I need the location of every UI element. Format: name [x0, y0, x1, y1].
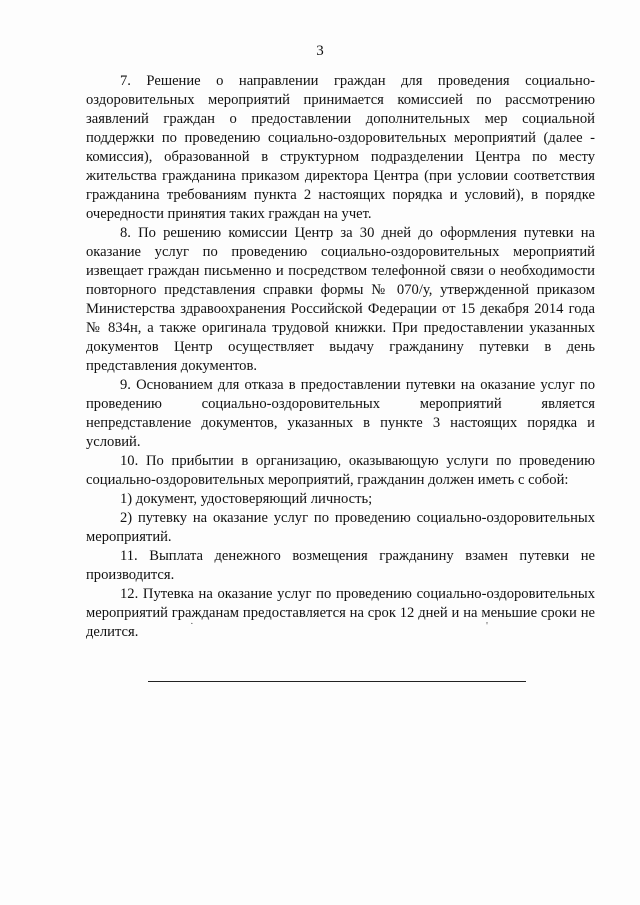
scan-speck: ·: [190, 618, 194, 630]
page-number: 3: [316, 43, 324, 59]
paragraph-11: 11. Выплата денежного возмещения гражданину взамен путевки не производится.: [86, 548, 595, 583]
end-divider-line: [148, 681, 526, 682]
paragraph-9: 9. Основанием для отказа в предоставлении путевки на оказание услуг по проведению социально-оздоровительных мероприятий является непредставление документов, указанных в пункте 3 настоящих порядка и условий.: [86, 377, 595, 450]
document-body: [86, 72, 595, 642]
paragraph-12: 12. Путевка на оказание услуг по проведению социально-оздоровительных мероприятий гражданам предоставляется на срок 12 дней и на меньшие сроки не делится.: [86, 586, 595, 640]
list-item-2: 2) путевку на оказание услуг по проведению социально-оздоровительных мероприятий.: [86, 510, 595, 545]
paragraph-8: 8. По решению комиссии Центр за 30 дней до оформления путевки на оказание услуг по проведению социально-оздоровительных мероприятий извещает граждан письменно и посредством телефонной связи о необходимости повторного представления справки формы № 070/у, утвержденной приказом Министерства здравоохранения Российской Федерации от 15 декабря 2014 года № 834н, а также оригинала трудовой книжки. При предоставлении указанных документов Центр осуществляет выдачу гражданину путевки в день представления документов.: [86, 225, 595, 374]
list-item-1: 1) документ, удостоверяющий личность;: [120, 491, 373, 507]
paragraph-7: 7. Решение о направлении граждан для проведения социально-оздоровительных мероприятий принимается комиссией по рассмотрению заявлений граждан о предоставлении дополнительных мер социальной поддержки по проведению социально-оздоровительных мероприятий (далее - комиссия), образованной в структурном подразделении Центра по месту жительства гражданина приказом директора Центра (при условии соответствия гражданина требованиям пункта 2 настоящих порядка и условий), в порядке очередности принятия таких граждан на учет.: [86, 73, 595, 222]
scan-speck: ': [486, 620, 488, 632]
paragraph-10: 10. По прибытии в организацию, оказывающую услуги по проведению социально-оздоровительных мероприятий, гражданин должен иметь с собой:: [86, 453, 595, 488]
